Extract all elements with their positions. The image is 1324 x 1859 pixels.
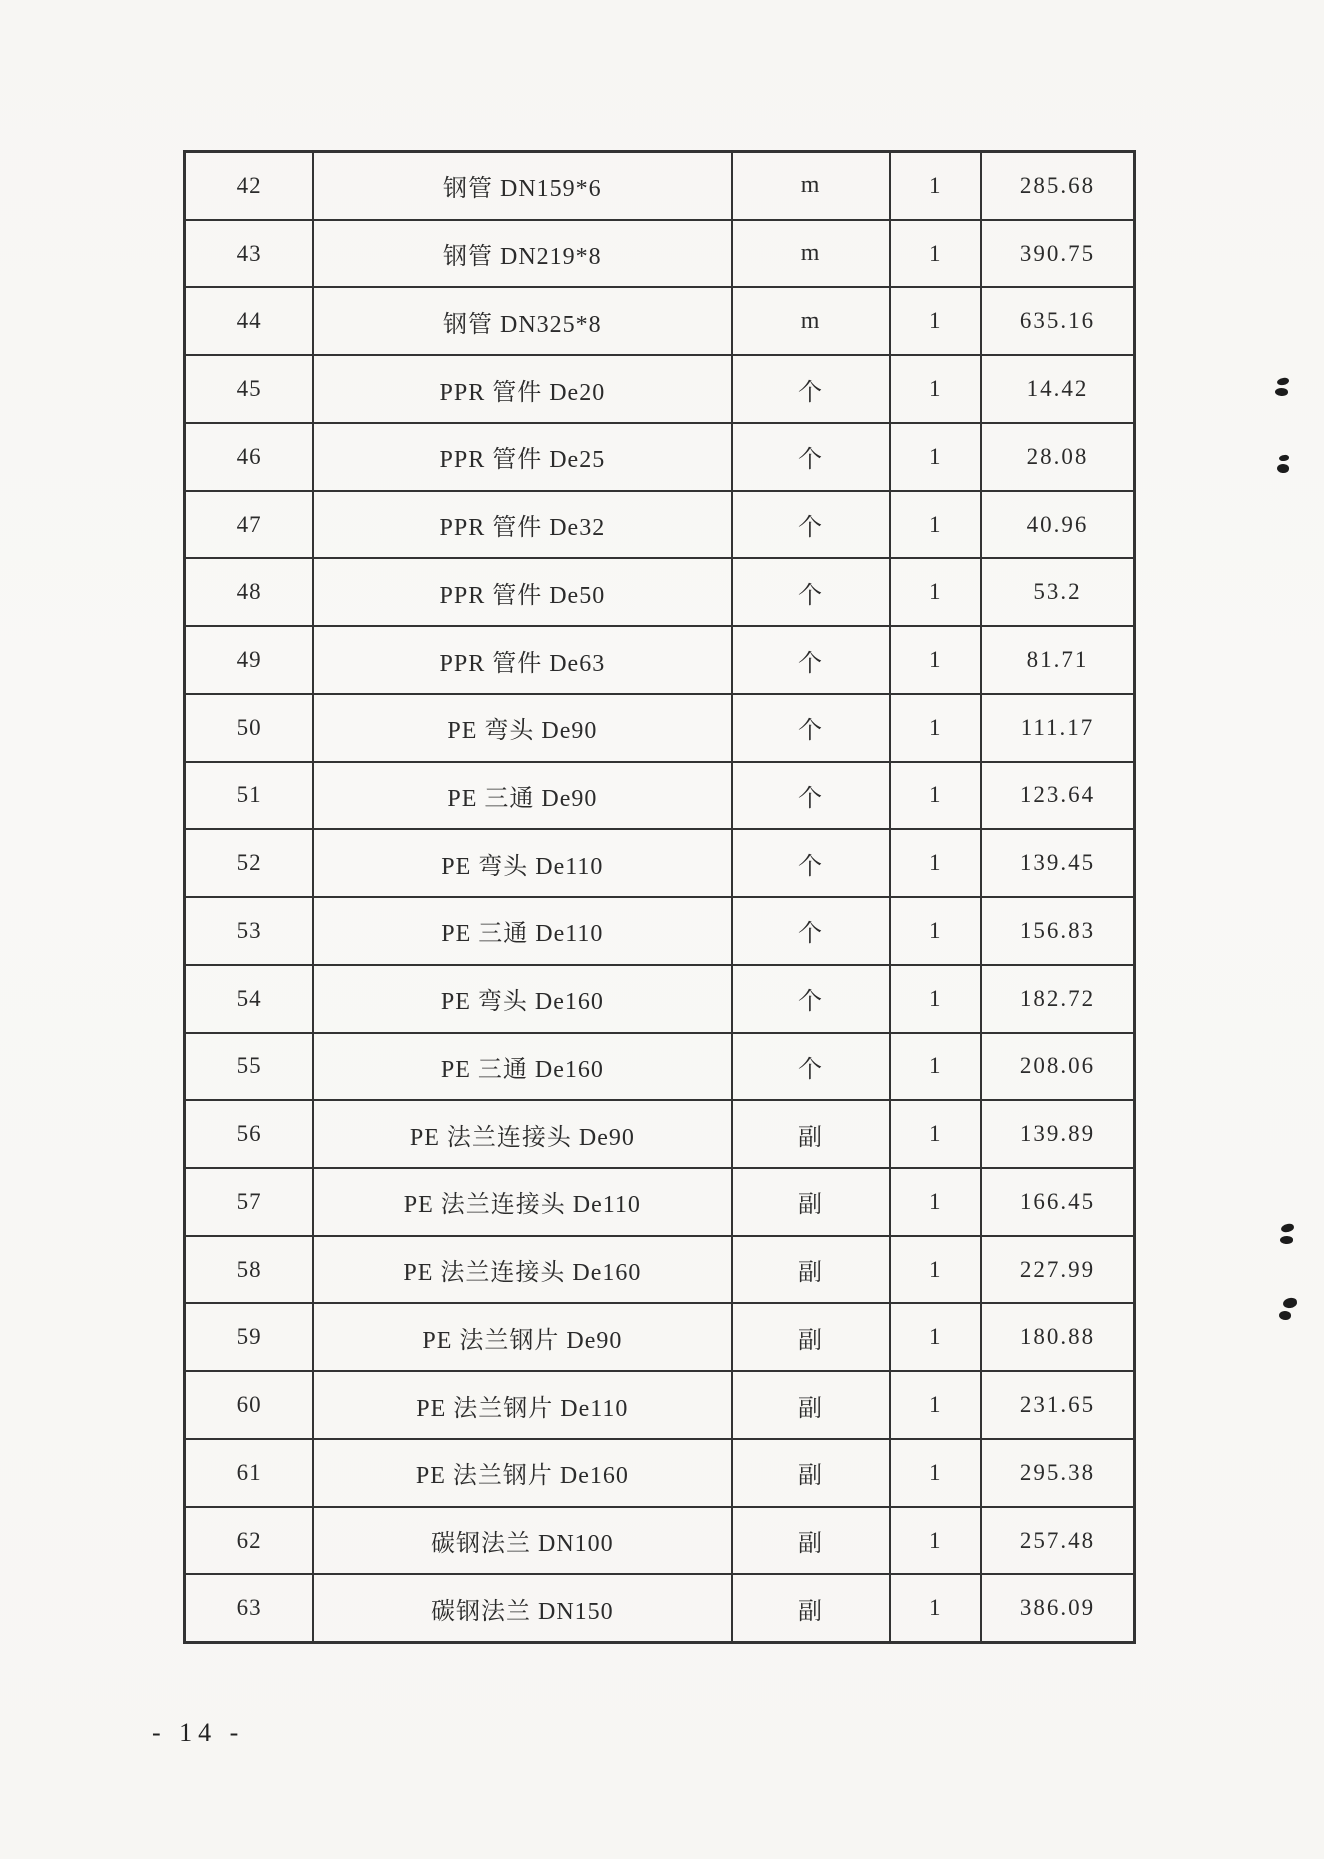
item-name-cell: PE 弯头 De160 bbox=[314, 966, 732, 1032]
scan-speck bbox=[1279, 455, 1289, 462]
table-row bbox=[186, 559, 1133, 627]
unit-cell: m bbox=[733, 288, 891, 354]
item-name-cell: PPR 管件 De50 bbox=[314, 559, 732, 625]
price-cell: 390.75 bbox=[1019, 240, 1096, 266]
item-name-cell: PE 法兰连接头 De90 bbox=[314, 1101, 732, 1167]
table-row bbox=[186, 153, 1133, 221]
unit-cell: 个 bbox=[733, 763, 891, 829]
item-name-cell: PE 法兰连接头 De160 bbox=[314, 1237, 732, 1303]
quantity-cell: 1 bbox=[891, 1169, 982, 1235]
scan-speck bbox=[1280, 1223, 1294, 1233]
row-number-cell: 46 bbox=[186, 424, 314, 490]
row-number-cell: 55 bbox=[186, 1034, 314, 1100]
price-cell: 231.65 bbox=[1019, 1392, 1096, 1418]
item-name-cell: PE 三通 De110 bbox=[314, 898, 732, 964]
item-name-cell: PE 弯头 De110 bbox=[314, 830, 732, 896]
price-cell: 180.88 bbox=[1019, 1324, 1096, 1350]
quantity-cell: 1 bbox=[891, 153, 982, 219]
price-cell: 139.89 bbox=[1019, 1121, 1096, 1147]
row-number-cell: 60 bbox=[186, 1372, 314, 1438]
scan-speck bbox=[1278, 1310, 1291, 1321]
item-name-cell: PPR 管件 De32 bbox=[314, 492, 732, 558]
unit-cell: 个 bbox=[733, 695, 891, 761]
price-cell: 285.68 bbox=[1019, 172, 1096, 198]
row-number-cell: 63 bbox=[186, 1575, 314, 1641]
item-name-cell: PPR 管件 De20 bbox=[314, 356, 732, 422]
table-row bbox=[186, 1237, 1133, 1305]
row-number-cell: 42 bbox=[186, 153, 314, 219]
unit-cell: 副 bbox=[733, 1237, 891, 1303]
price-cell: 182.72 bbox=[1019, 985, 1096, 1011]
quantity-cell: 1 bbox=[891, 627, 982, 693]
price-cell: 295.38 bbox=[1019, 1459, 1096, 1485]
unit-cell: 副 bbox=[733, 1372, 891, 1438]
scan-speck bbox=[1283, 1297, 1298, 1308]
price-cell: 257.48 bbox=[1019, 1527, 1096, 1553]
quantity-cell: 1 bbox=[891, 1440, 982, 1506]
unit-cell: m bbox=[733, 153, 891, 219]
table-row bbox=[186, 1440, 1133, 1508]
quantity-cell: 1 bbox=[891, 221, 982, 287]
price-cell: 139.45 bbox=[1019, 850, 1096, 876]
unit-cell: 副 bbox=[733, 1440, 891, 1506]
unit-cell: 个 bbox=[733, 830, 891, 896]
item-name-cell: PE 弯头 De90 bbox=[314, 695, 732, 761]
unit-cell: 副 bbox=[733, 1304, 891, 1370]
row-number-cell: 53 bbox=[186, 898, 314, 964]
quantity-cell: 1 bbox=[891, 830, 982, 896]
row-number-cell: 49 bbox=[186, 627, 314, 693]
scan-speck bbox=[1277, 377, 1290, 386]
unit-cell: 个 bbox=[733, 966, 891, 1032]
price-cell: 227.99 bbox=[1019, 1256, 1096, 1282]
table-row bbox=[186, 1508, 1133, 1576]
price-cell: 166.45 bbox=[1019, 1188, 1096, 1214]
row-number-cell: 58 bbox=[186, 1237, 314, 1303]
price-cell: 156.83 bbox=[1019, 917, 1096, 943]
quantity-cell: 1 bbox=[891, 1101, 982, 1167]
quantity-cell: 1 bbox=[891, 356, 982, 422]
table-row bbox=[186, 1304, 1133, 1372]
unit-cell: 副 bbox=[733, 1101, 891, 1167]
item-name-cell: 碳钢法兰 DN150 bbox=[314, 1575, 732, 1641]
unit-cell: 个 bbox=[733, 559, 891, 625]
table-row bbox=[186, 966, 1133, 1034]
row-number-cell: 43 bbox=[186, 221, 314, 287]
unit-cell: 副 bbox=[733, 1575, 891, 1641]
item-name-cell: PE 法兰钢片 De110 bbox=[314, 1372, 732, 1438]
table-row bbox=[186, 288, 1133, 356]
item-name-cell: PE 法兰连接头 De110 bbox=[314, 1169, 732, 1235]
price-cell: 111.17 bbox=[1020, 714, 1095, 740]
unit-cell: 个 bbox=[733, 898, 891, 964]
quantity-cell: 1 bbox=[891, 1372, 982, 1438]
row-number-cell: 44 bbox=[186, 288, 314, 354]
quantity-cell: 1 bbox=[891, 1575, 982, 1641]
row-number-cell: 52 bbox=[186, 830, 314, 896]
item-name-cell: 碳钢法兰 DN100 bbox=[314, 1508, 732, 1574]
unit-cell: 个 bbox=[733, 627, 891, 693]
price-cell: 386.09 bbox=[1019, 1595, 1096, 1621]
table-row bbox=[186, 1169, 1133, 1237]
scan-speck bbox=[1280, 1236, 1294, 1245]
table-row bbox=[186, 424, 1133, 492]
price-cell: 635.16 bbox=[1019, 308, 1096, 334]
table-row bbox=[186, 492, 1133, 560]
table-row bbox=[186, 1372, 1133, 1440]
table-row bbox=[186, 763, 1133, 831]
table-row bbox=[186, 356, 1133, 424]
row-number-cell: 62 bbox=[186, 1508, 314, 1574]
row-number-cell: 59 bbox=[186, 1304, 314, 1370]
item-name-cell: 钢管 DN219*8 bbox=[314, 221, 732, 287]
unit-cell: 个 bbox=[733, 356, 891, 422]
row-number-cell: 50 bbox=[186, 695, 314, 761]
row-number-cell: 57 bbox=[186, 1169, 314, 1235]
price-cell: 40.96 bbox=[1026, 511, 1089, 537]
unit-cell: 个 bbox=[733, 1034, 891, 1100]
unit-cell: 副 bbox=[733, 1169, 891, 1235]
row-number-cell: 51 bbox=[186, 763, 314, 829]
table-row bbox=[186, 830, 1133, 898]
item-name-cell: PPR 管件 De63 bbox=[314, 627, 732, 693]
table-row bbox=[186, 627, 1133, 695]
item-name-cell: PPR 管件 De25 bbox=[314, 424, 732, 490]
unit-cell: 个 bbox=[733, 492, 891, 558]
row-number-cell: 45 bbox=[186, 356, 314, 422]
item-name-cell: PE 三通 De160 bbox=[314, 1034, 732, 1100]
materials-price-table bbox=[183, 150, 1136, 1644]
quantity-cell: 1 bbox=[891, 1508, 982, 1574]
item-name-cell: PE 法兰钢片 De90 bbox=[314, 1304, 732, 1370]
row-number-cell: 61 bbox=[186, 1440, 314, 1506]
unit-cell: 个 bbox=[733, 424, 891, 490]
table-row bbox=[186, 1575, 1133, 1641]
row-number-cell: 54 bbox=[186, 966, 314, 1032]
row-number-cell: 56 bbox=[186, 1101, 314, 1167]
quantity-cell: 1 bbox=[891, 559, 982, 625]
quantity-cell: 1 bbox=[891, 966, 982, 1032]
page-number: - 14 - bbox=[152, 1718, 245, 1747]
row-number-cell: 47 bbox=[186, 492, 314, 558]
quantity-cell: 1 bbox=[891, 492, 982, 558]
price-cell: 123.64 bbox=[1019, 782, 1096, 808]
unit-cell: m bbox=[733, 221, 891, 287]
table-row bbox=[186, 221, 1133, 289]
quantity-cell: 1 bbox=[891, 288, 982, 354]
scan-speck bbox=[1276, 463, 1289, 474]
unit-cell: 副 bbox=[733, 1508, 891, 1574]
quantity-cell: 1 bbox=[891, 763, 982, 829]
row-number-cell: 48 bbox=[186, 559, 314, 625]
price-cell: 28.08 bbox=[1026, 443, 1089, 469]
quantity-cell: 1 bbox=[891, 1304, 982, 1370]
table-row bbox=[186, 695, 1133, 763]
quantity-cell: 1 bbox=[891, 898, 982, 964]
item-name-cell: PE 三通 De90 bbox=[314, 763, 732, 829]
price-cell: 208.06 bbox=[1019, 1053, 1096, 1079]
price-cell: 53.2 bbox=[1033, 579, 1082, 605]
table-row bbox=[186, 1101, 1133, 1169]
item-name-cell: 钢管 DN159*6 bbox=[314, 153, 732, 219]
scan-speck bbox=[1275, 387, 1289, 396]
table-row bbox=[186, 1034, 1133, 1102]
table-row bbox=[186, 898, 1133, 966]
price-cell: 14.42 bbox=[1026, 376, 1089, 402]
quantity-cell: 1 bbox=[891, 424, 982, 490]
item-name-cell: PE 法兰钢片 De160 bbox=[314, 1440, 732, 1506]
price-cell: 81.71 bbox=[1026, 647, 1089, 672]
quantity-cell: 1 bbox=[891, 695, 982, 761]
quantity-cell: 1 bbox=[891, 1237, 982, 1303]
item-name-cell: 钢管 DN325*8 bbox=[314, 288, 732, 354]
quantity-cell: 1 bbox=[891, 1034, 982, 1100]
